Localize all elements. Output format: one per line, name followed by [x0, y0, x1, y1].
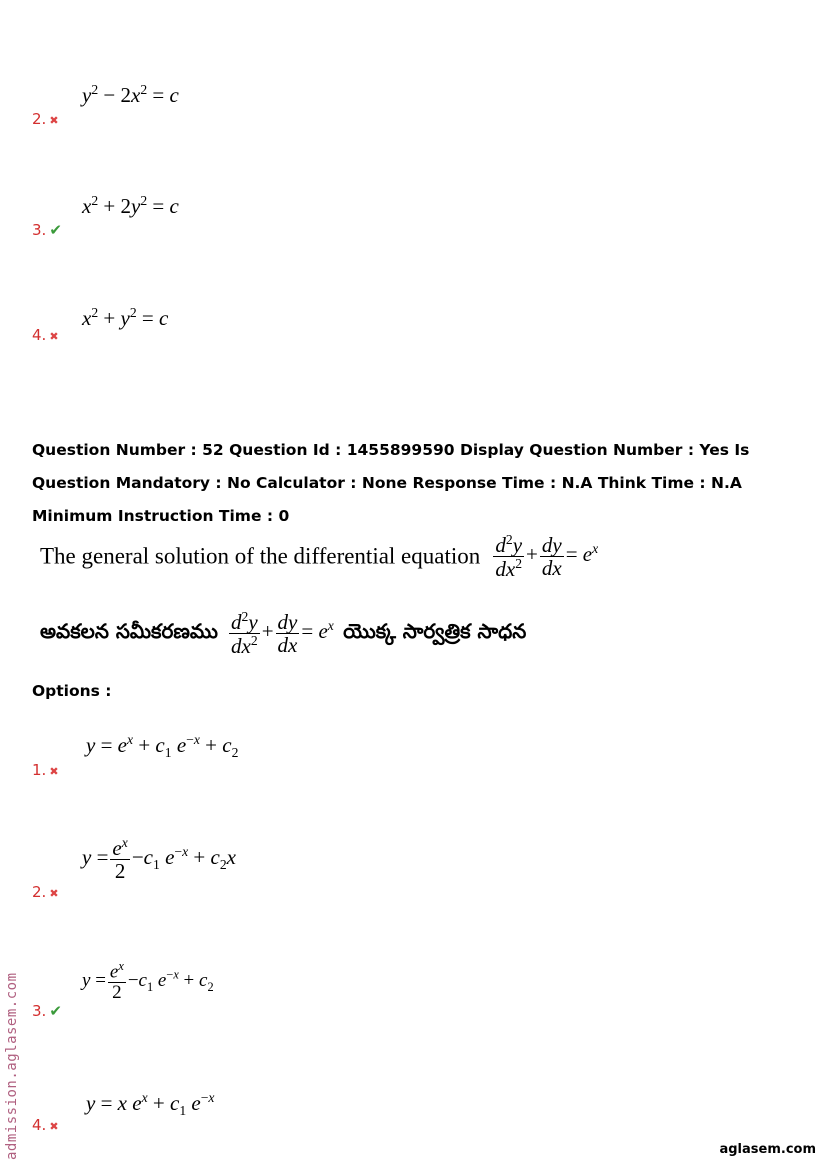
question-equation-te: $\frac{d^2y}{dx^2}$ + $\frac{dy}{dx}$ = $e^x$ — [231, 609, 334, 659]
option-4-equation: y = x $e^x + c_1$ $e^{-x}$ — [86, 1090, 215, 1119]
prev-option-2-equation: $y^2 - 2x^2 = c$ — [82, 82, 179, 107]
question-text-en: The general solution of the differential equation $\frac{d^2y}{dx^2}$ + $\frac{dy}{dx}$ = $e^x$ — [40, 532, 599, 582]
check-icon: ✔ — [49, 1002, 62, 1020]
option-3-number: 3. ✔ — [32, 1002, 62, 1020]
option-2-number: 2. ✖ — [32, 883, 59, 901]
option-3-equation: y = $\frac{e^x}{2}$ $-c_1$ $e^{-x} + c_2$ — [82, 959, 214, 1004]
cross-icon: ✖ — [49, 887, 59, 900]
option-1-equation: $y = e^x + c_1$ $e^{-x} + c_2$ — [86, 732, 239, 761]
prev-option-4-equation: $x^2 + y^2 = c$ — [82, 305, 169, 330]
cross-icon: ✖ — [49, 1120, 59, 1133]
prev-option-2-number: 2. ✖ — [32, 110, 59, 128]
option-1-number: 1. ✖ — [32, 761, 59, 779]
question-equation-en: $\frac{d^2y}{dx^2}$ + $\frac{dy}{dx}$ = $e^x$ — [495, 532, 599, 582]
prev-option-3-equation: $x^2 + 2y^2 = c$ — [82, 193, 179, 218]
prev-option-3-number: 3. ✔ — [32, 221, 62, 239]
footer-brand: aglasem.com — [719, 1142, 816, 1157]
option-2-equation: y = $\frac{e^x}{2}$ $-c_1$ $e^{-x} + c_2x$ — [82, 835, 236, 884]
options-label: Options : — [32, 682, 112, 700]
option-4-number: 4. ✖ — [32, 1116, 59, 1134]
question-meta: Question Number : 52 Question Id : 1455899590 Display Question Number : Yes Is Question Mandatory : No Calculator : None Response Time : N.A Think Time : N.A Minimum Instruction Time : 0 — [32, 441, 750, 525]
cross-icon: ✖ — [49, 330, 59, 343]
watermark: admission.aglasem.com — [4, 972, 20, 1160]
check-icon: ✔ — [49, 221, 62, 239]
question-text-te: అవకలన సమీకరణము $\frac{d^2y}{dx^2}$ + $\frac{dy}{dx}$ = $e^x$ యొక్క సార్వత్రిక సాధన — [40, 609, 527, 659]
cross-icon: ✖ — [49, 765, 59, 778]
cross-icon: ✖ — [49, 114, 59, 127]
prev-option-4-number: 4. ✖ — [32, 326, 59, 344]
